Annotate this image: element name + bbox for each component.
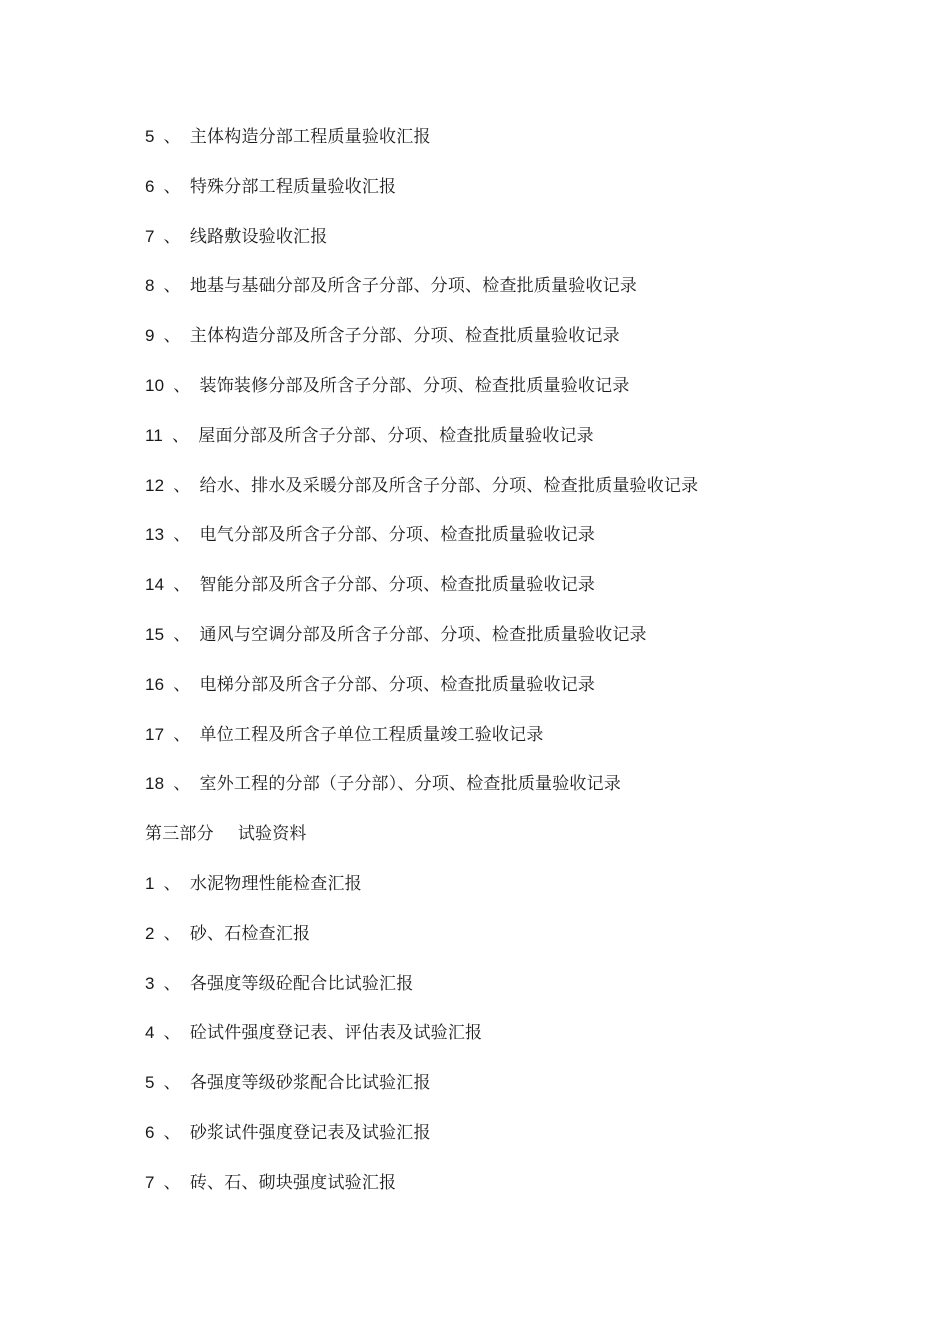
item-number: 17	[145, 724, 165, 744]
section-title: 试验资料	[237, 824, 307, 845]
item-separator: 、	[163, 276, 181, 297]
item-number: 16	[145, 674, 165, 694]
item-number: 14	[145, 575, 165, 595]
item-number: 7	[145, 1172, 155, 1192]
list-item	[145, 473, 905, 523]
item-separator: 、	[173, 674, 191, 695]
list-item	[145, 323, 905, 373]
list-item	[145, 572, 905, 622]
item-separator: 、	[173, 525, 191, 546]
list-item	[145, 373, 905, 423]
item-separator: 、	[173, 375, 191, 396]
item-text: 特殊分部工程质量验收汇报	[189, 176, 397, 197]
item-text: 线路敷设验收汇报	[189, 226, 328, 247]
item-text: 地基与基础分部及所含子分部、分项、检查批质量验收记录	[189, 276, 638, 297]
section-part-label: 第三部分	[145, 824, 214, 845]
item-text: 各强度等级砼配合比试验汇报	[189, 973, 414, 994]
item-text: 屋面分部及所含子分部、分项、检查批质量验收记录	[198, 425, 594, 446]
item-text: 室外工程的分部（子分部）、分项、检查批质量验收记录	[199, 774, 622, 795]
item-number: 1	[145, 873, 155, 893]
item-separator: 、	[172, 425, 190, 446]
item-separator: 、	[173, 575, 191, 596]
item-number: 2	[145, 923, 155, 943]
item-separator: 、	[163, 1122, 181, 1143]
item-text: 装饰装修分部及所含子分部、分项、检查批质量验收记录	[199, 375, 630, 396]
item-number: 5	[145, 127, 155, 146]
item-number: 9	[145, 326, 155, 346]
list-item	[145, 124, 905, 174]
section-heading	[145, 821, 905, 871]
item-number: 7	[145, 226, 155, 246]
item-text: 砂浆试件强度登记表及试验汇报	[189, 1122, 431, 1143]
item-text: 各强度等级砂浆配合比试验汇报	[189, 1073, 431, 1094]
list-item	[145, 971, 905, 1021]
item-separator: 、	[163, 326, 181, 347]
item-number: 13	[145, 525, 165, 545]
list-item	[145, 224, 905, 274]
item-number: 18	[145, 774, 165, 794]
list-item	[145, 1070, 905, 1120]
item-separator: 、	[163, 226, 181, 247]
item-separator: 、	[163, 973, 181, 994]
item-text: 单位工程及所含子单位工程质量竣工验收记录	[199, 724, 544, 745]
item-number: 15	[145, 624, 165, 644]
list-item	[145, 672, 905, 722]
item-text: 给水、排水及采暖分部及所含子分部、分项、检查批质量验收记录	[199, 475, 699, 496]
item-number: 5	[145, 1073, 155, 1093]
item-text: 主体构造分部工程质量验收汇报	[189, 127, 431, 147]
list-item	[145, 771, 905, 821]
item-number: 6	[145, 1122, 155, 1142]
item-separator: 、	[163, 127, 181, 147]
item-text: 电梯分部及所含子分部、分项、检查批质量验收记录	[199, 674, 596, 695]
item-separator: 、	[163, 1073, 181, 1094]
item-number: 4	[145, 1023, 155, 1043]
item-separator: 、	[163, 1023, 181, 1044]
item-text: 砼试件强度登记表、评估表及试验汇报	[189, 1023, 483, 1044]
item-separator: 、	[173, 475, 191, 496]
item-separator: 、	[173, 624, 191, 645]
item-text: 通风与空调分部及所含子分部、分项、检查批质量验收记录	[199, 624, 647, 645]
list-item	[145, 423, 905, 473]
item-text: 砂、石检查汇报	[189, 923, 311, 944]
item-separator: 、	[163, 1172, 181, 1193]
item-separator: 、	[173, 724, 191, 745]
item-separator: 、	[163, 176, 181, 197]
item-number: 10	[145, 375, 165, 395]
list-item	[145, 921, 905, 971]
list-item	[145, 871, 905, 921]
item-text: 水泥物理性能检查汇报	[189, 873, 362, 894]
list-item	[145, 622, 905, 672]
item-number: 8	[145, 276, 155, 296]
list-item	[145, 1120, 905, 1170]
list-item	[145, 1020, 905, 1070]
item-text: 智能分部及所含子分部、分项、检查批质量验收记录	[199, 575, 596, 596]
item-text: 主体构造分部及所含子分部、分项、检查批质量验收记录	[189, 326, 620, 347]
item-number: 11	[145, 425, 164, 445]
item-separator: 、	[163, 873, 181, 894]
item-text: 砖、石、砌块强度试验汇报	[189, 1172, 397, 1193]
document-list	[145, 124, 905, 1220]
list-item	[145, 273, 905, 323]
list-item	[145, 522, 905, 572]
item-separator: 、	[173, 774, 191, 795]
item-number: 3	[145, 973, 155, 993]
list-item	[145, 722, 905, 772]
list-item	[145, 1170, 905, 1220]
list-item	[145, 174, 905, 224]
item-number: 12	[145, 475, 165, 495]
item-text: 电气分部及所含子分部、分项、检查批质量验收记录	[199, 525, 596, 546]
item-separator: 、	[163, 923, 181, 944]
item-number: 6	[145, 176, 155, 196]
